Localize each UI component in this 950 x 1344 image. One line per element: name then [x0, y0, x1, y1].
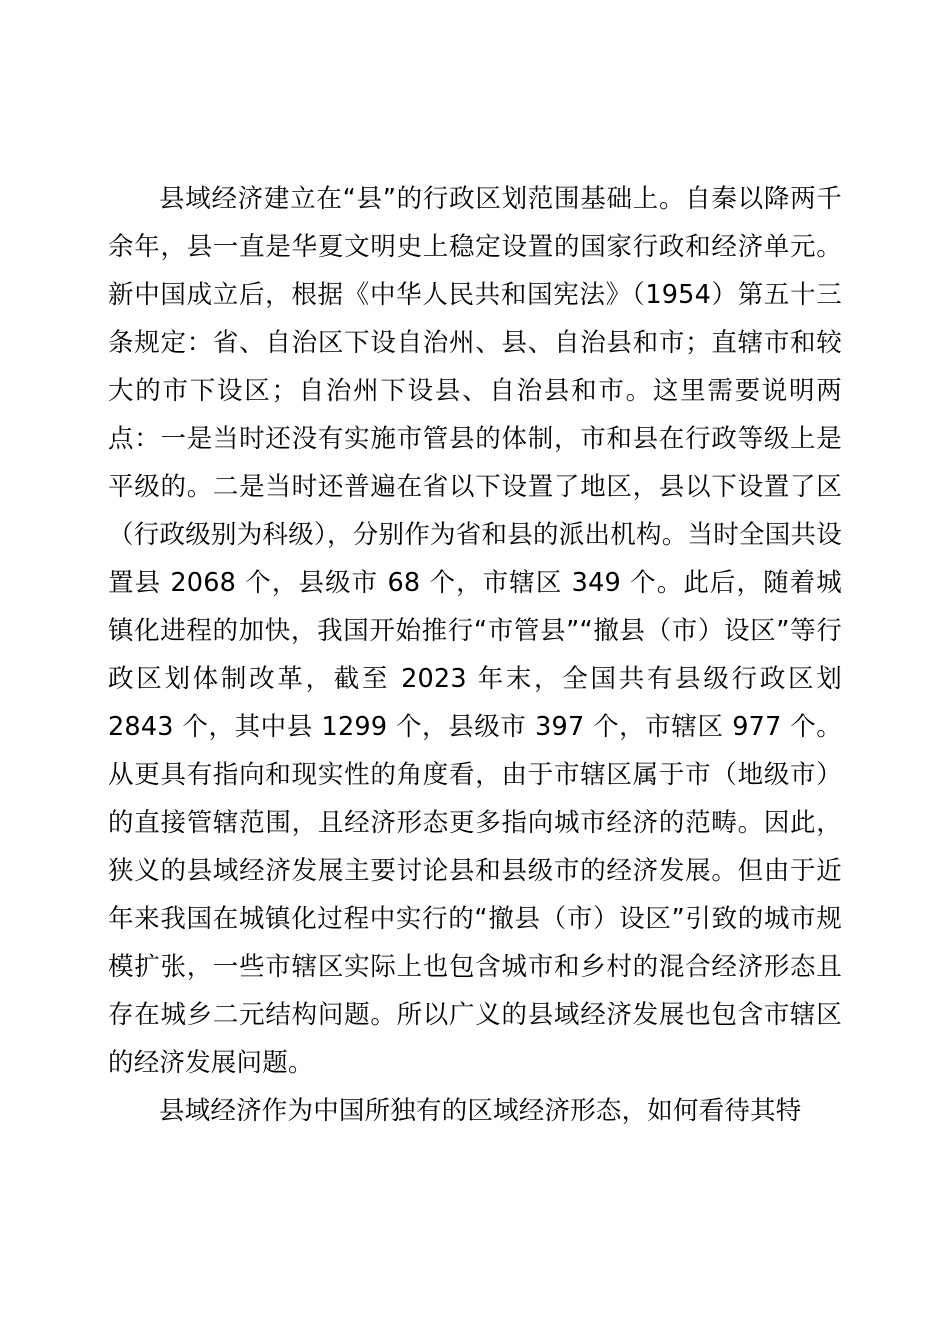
paragraph-2: 县域经济作为中国所独有的区域经济形态，如何看待其特: [159, 1096, 802, 1126]
paragraph-1: 县域经济建立在“县”的行政区划范围基础上。自秦以降两千余年，县一直是华夏文明史上稳定设置的国家行政和经济单元。新中国成立后，根据《中华人民共和国宪法》（1954）第五十三条规定：省、自治区下设自治州、县、自治县和市；直辖市和较大的市下设区；自治州下设县、自治县和市。这里需要说明两点：一是当时还没有实施市管县的体制，市和县在行政等级上是平级的。二是当时还普遍在省以下设置了地区，县以下设置了区（行政级别为科级），分别作为省和县的派出机构。当时全国共设置县 2068 个，县级市 68 个，市辖区 349 个。此后，随着城镇化进程的加快，我国开始推行“市管县”“撤县（市）设区”等行政区划体制改革，截至 2023 年末，全国共有县级行政区划 2843 个，其中县 1299 个，县级市 397 个，市辖区 977 个。从更具有指向和现实性的角度看，由于市辖区属于市（地级市）的直接管辖范围，且经济形态更多指向城市经济的范畴。因此，狭义的县域经济发展主要讨论县和县级市的经济发展。但由于近年来我国在城镇化过程中实行的“撤县（市）设区”引致的城市规模扩张，一些市辖区实际上也包含城市和乡村的混合经济形态且存在城乡二元结构问题。所以广义的县域经济发展也包含市辖区的经济发展问题。: [108, 184, 842, 1078]
document-body: [108, 175, 842, 1135]
